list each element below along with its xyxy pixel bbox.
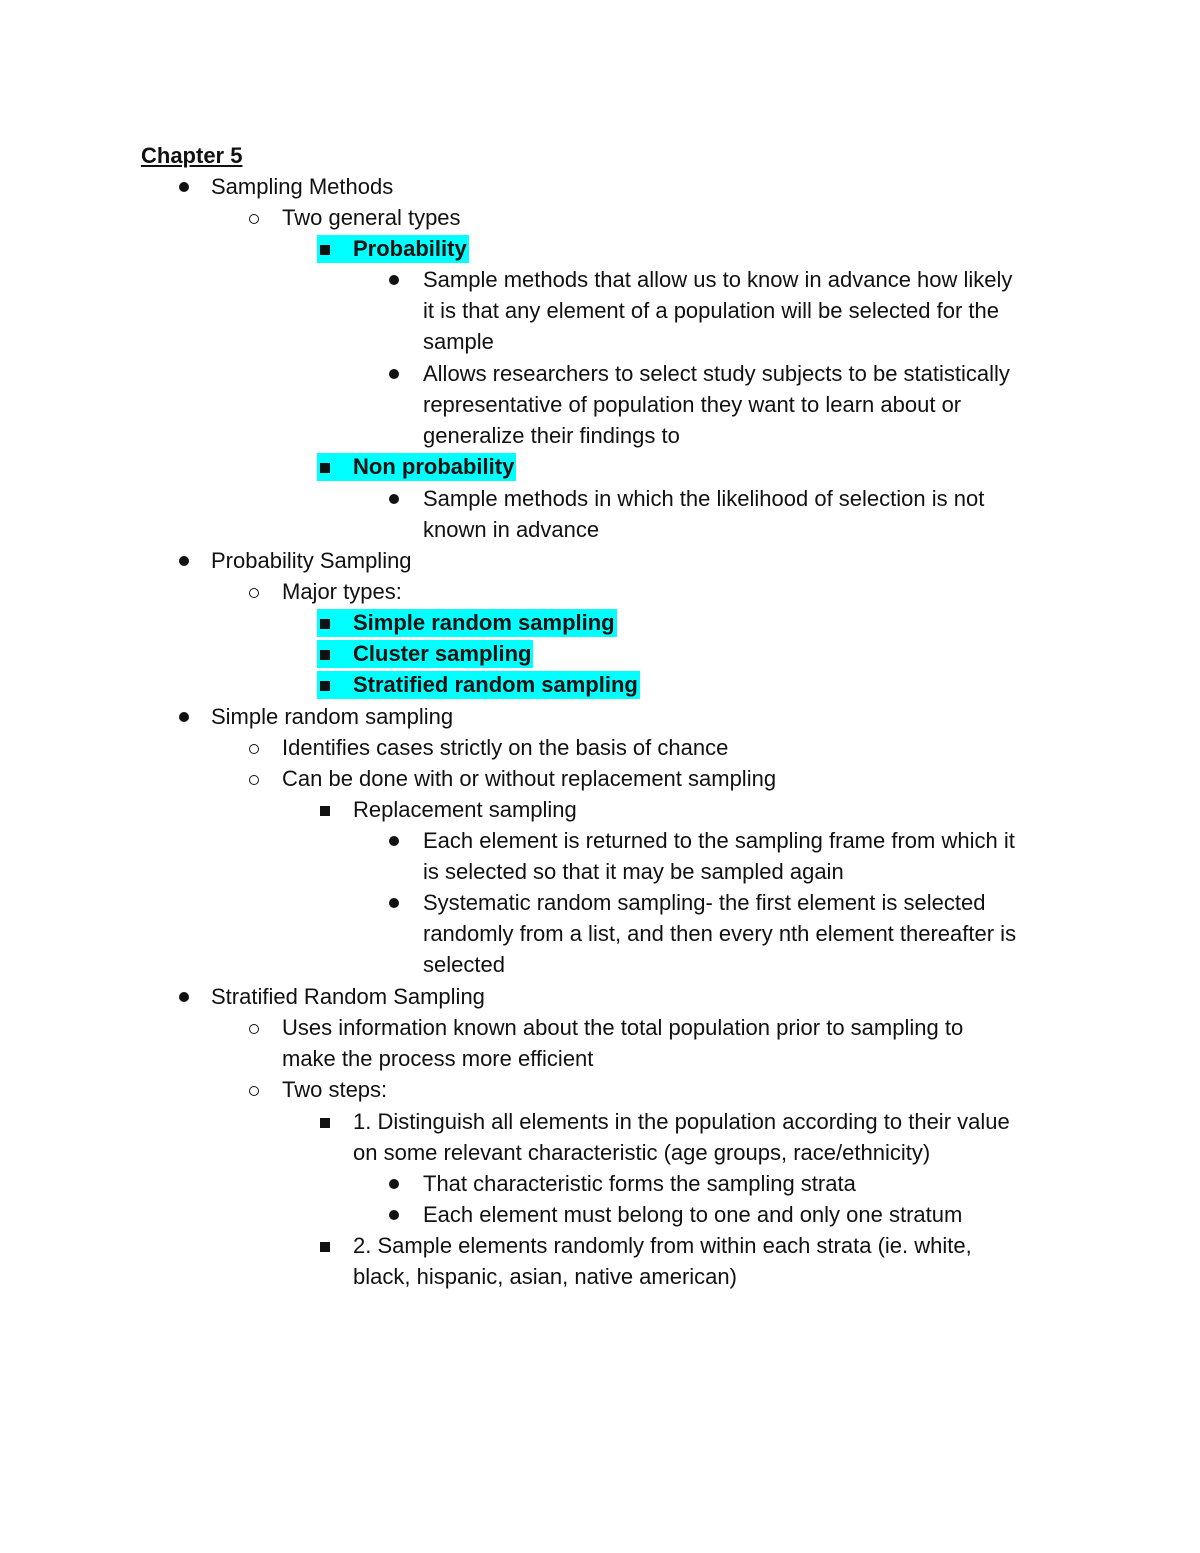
bullet-disc-icon — [179, 992, 189, 1002]
bullet-square-icon — [320, 619, 330, 629]
bullet-disc-icon — [179, 556, 189, 566]
list-bullet — [179, 171, 211, 202]
list-bullet — [389, 483, 423, 514]
bullet-circle-icon — [249, 744, 259, 754]
list-bullet — [319, 607, 353, 638]
bullet-disc-icon — [389, 494, 399, 504]
list-bullet — [389, 887, 423, 918]
list-item — [319, 794, 577, 825]
bullet-circle-icon — [249, 1024, 259, 1034]
bullet-square-icon — [320, 1118, 330, 1128]
list-bullet — [249, 763, 282, 794]
list-bullet — [319, 233, 353, 264]
list-bullet — [249, 1012, 282, 1043]
bullet-square-icon — [320, 681, 330, 691]
list-item — [249, 763, 776, 794]
list-item-text: Systematic random sampling- the first element is selected — [423, 890, 986, 916]
list-item-text: it is that any element of a population will be selected for the — [423, 298, 1000, 324]
list-item-text: Uses information known about the total population prior to sampling to — [282, 1015, 964, 1041]
list-item-text: Replacement sampling — [353, 797, 577, 822]
bullet-disc-icon — [389, 1179, 399, 1189]
list-item — [319, 607, 615, 638]
list-bullet — [389, 1168, 423, 1199]
list-item-text: known in advance — [423, 516, 600, 542]
list-item-text: make the process more efficient — [282, 1046, 594, 1072]
bullet-square-icon — [320, 650, 330, 660]
list-bullet — [179, 981, 211, 1012]
list-item-text: selected — [423, 952, 505, 978]
list-bullet — [319, 1230, 353, 1261]
list-item — [319, 638, 531, 669]
list-item-text: Two steps: — [282, 1077, 388, 1103]
list-item-text: 2. Sample elements randomly from within each strata (ie. white, — [353, 1233, 972, 1259]
bullet-circle-icon — [249, 214, 259, 224]
list-item-text: Can be done with or without replacement sampling — [282, 765, 777, 791]
list-item — [319, 233, 467, 264]
bullet-disc-icon — [179, 182, 189, 192]
list-bullet — [319, 1106, 353, 1137]
list-item-text: representative of population they want to learn about or — [423, 391, 962, 417]
list-bullet — [249, 202, 282, 233]
list-bullet — [249, 576, 282, 607]
list-item — [389, 358, 1010, 451]
list-bullet — [389, 264, 423, 295]
list-item — [389, 825, 1015, 887]
bullet-circle-icon — [249, 588, 259, 598]
list-item-text: Non probability — [353, 454, 515, 480]
bullet-disc-icon — [389, 1210, 399, 1220]
list-bullet — [389, 825, 423, 856]
list-bullet — [319, 669, 353, 700]
list-item-text: Allows researchers to select study subjects to be statistically — [423, 360, 1010, 386]
bullet-disc-icon — [389, 898, 399, 908]
list-item — [179, 545, 412, 576]
list-item-text: Two general types — [282, 205, 461, 231]
list-bullet — [179, 701, 211, 732]
list-bullet — [249, 732, 282, 763]
list-item-text: That characteristic forms the sampling strata — [423, 1170, 856, 1196]
list-item — [249, 1074, 387, 1105]
list-item-text: Each element must belong to one and only one stratum — [423, 1201, 963, 1227]
list-bullet — [319, 638, 353, 669]
list-item-text: Cluster sampling — [353, 641, 532, 667]
list-item-text: generalize their findings to — [423, 422, 680, 448]
list-item-text: Sample methods that allow us to know in advance how likely — [423, 267, 1013, 293]
list-item — [249, 202, 461, 233]
bullet-square-icon — [320, 463, 330, 473]
list-item-text: Simple random sampling — [353, 610, 615, 636]
list-bullet — [179, 545, 211, 576]
list-item-text: Identifies cases strictly on the basis of chance — [282, 734, 729, 760]
list-item — [389, 1168, 856, 1199]
list-item — [179, 171, 393, 202]
list-item-text: randomly from a list, and then every nth element thereafter is — [423, 921, 1017, 947]
list-item-text: Major types: — [282, 578, 402, 604]
list-item-text: Simple random sampling — [211, 703, 454, 729]
list-item-text: Stratified random sampling — [353, 672, 638, 698]
list-bullet — [249, 1074, 282, 1105]
list-item-text: is selected so that it may be sampled again — [423, 859, 844, 885]
bullet-disc-icon — [389, 369, 399, 379]
list-bullet — [319, 794, 353, 825]
list-item-text: black, hispanic, asian, native american) — [353, 1264, 737, 1290]
bullet-circle-icon — [249, 1086, 259, 1096]
list-item-text: Sample methods in which the likelihood of selection is not — [423, 485, 985, 511]
bullet-disc-icon — [389, 275, 399, 285]
list-item-text: sample — [423, 329, 494, 355]
list-item — [249, 732, 728, 763]
list-item — [249, 576, 402, 607]
list-item-text: on some relevant characteristic (age groups, race/ethnicity) — [353, 1139, 931, 1165]
list-item-text: Each element is returned to the sampling frame from which it — [423, 828, 1015, 854]
bullet-square-icon — [320, 245, 330, 255]
list-item-text: Stratified Random Sampling — [211, 983, 485, 1009]
bullet-disc-icon — [179, 712, 189, 722]
list-item — [319, 451, 514, 482]
list-item-text: Probability Sampling — [211, 547, 412, 573]
list-bullet — [319, 451, 353, 482]
list-item — [389, 264, 1012, 357]
list-item-text: Sampling Methods — [211, 174, 394, 199]
list-item — [319, 1106, 1010, 1168]
list-item — [389, 1199, 962, 1230]
list-item — [179, 701, 453, 732]
list-item — [319, 669, 638, 700]
list-item — [389, 887, 1016, 980]
list-item — [319, 1230, 972, 1292]
list-item — [389, 483, 984, 545]
list-item — [179, 981, 485, 1012]
bullet-square-icon — [320, 1242, 330, 1252]
page-title: Chapter 5 — [141, 143, 243, 168]
list-item — [249, 1012, 963, 1074]
bullet-square-icon — [320, 806, 330, 816]
list-item-text: 1. Distinguish all elements in the population according to their value — [353, 1108, 1010, 1134]
list-bullet — [389, 1199, 423, 1230]
list-bullet — [389, 358, 423, 389]
bullet-circle-icon — [249, 775, 259, 785]
bullet-disc-icon — [389, 836, 399, 846]
list-item-text: Probability — [353, 236, 467, 262]
